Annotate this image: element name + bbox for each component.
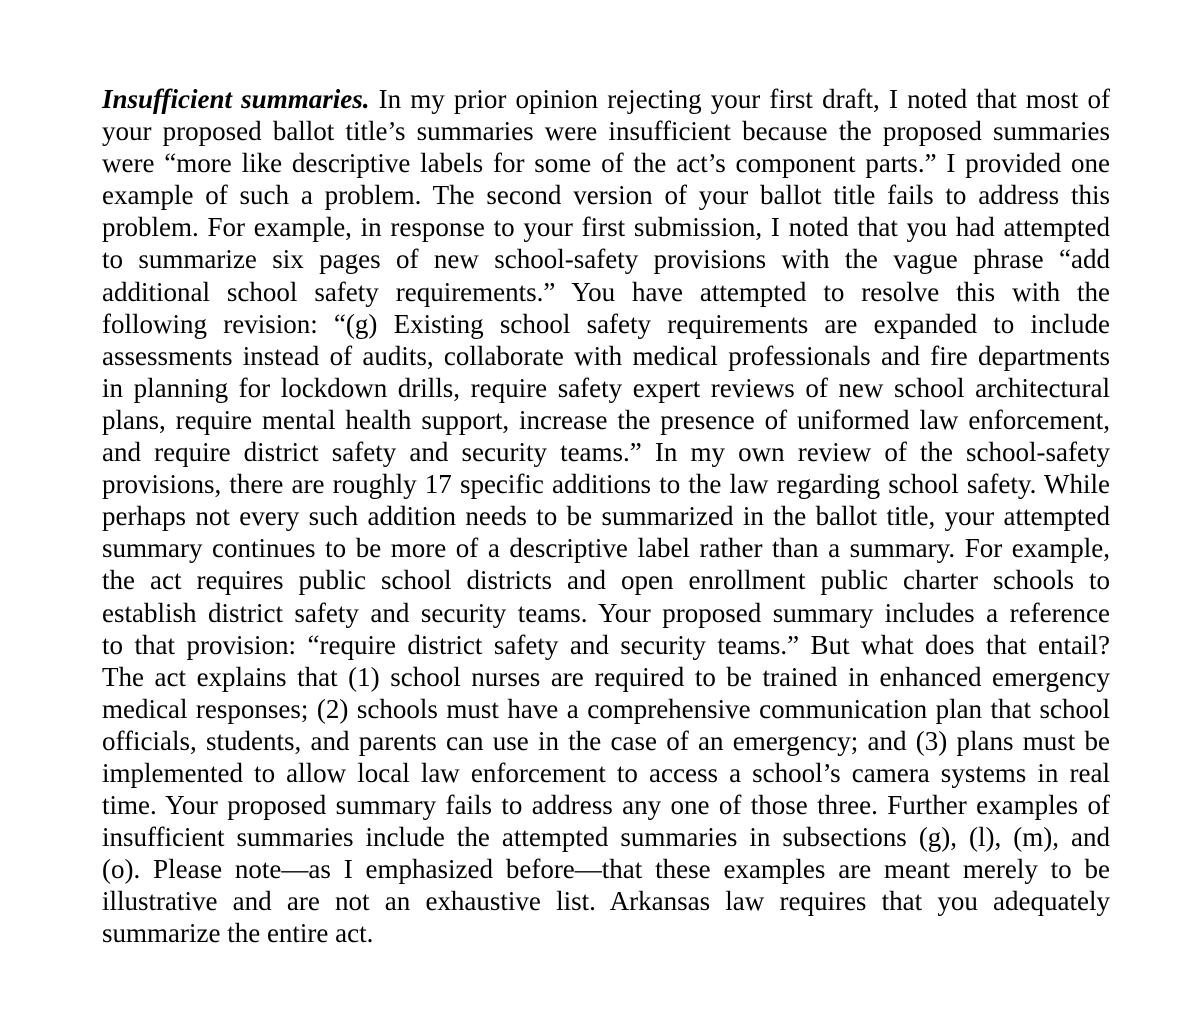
paragraph-line: perhaps not every such addition needs to be summarized in the ballot title, your attempted (102, 501, 1110, 532)
line-text: In my prior opinion rejecting your first draft, I noted that most of (369, 84, 1111, 114)
paragraph-line: in planning for lockdown drills, require safety expert reviews of new school architectural (102, 372, 1110, 403)
paragraph-line: illustrative and are not an exhaustive list. Arkansas law requires that you adequately (102, 886, 1110, 917)
section-heading: Insufficient summaries. (102, 84, 370, 114)
paragraph-line: to that provision: “require district safety and security teams.” But what does that entail? (102, 629, 1110, 660)
paragraph-line: problem. For example, in response to your first submission, I noted that you had attempted (102, 212, 1110, 243)
paragraph-line: were “more like descriptive labels for some of the act’s component parts.” I provided one (102, 148, 1110, 179)
paragraph-line: time. Your proposed summary fails to address any one of those three. Further examples of (102, 790, 1110, 821)
paragraph-line: your proposed ballot title’s summaries were insufficient because the proposed summaries (102, 116, 1110, 147)
paragraph-line: establish district safety and security teams. Your proposed summary includes a reference (102, 597, 1110, 628)
paragraph-line: The act explains that (1) school nurses are required to be trained in enhanced emergency (102, 661, 1110, 692)
paragraph-line: summarize the entire act. (102, 918, 374, 949)
paragraph-line: the act requires public school districts and open enrollment public charter schools to (102, 565, 1110, 596)
paragraph-line: implemented to allow local law enforcement to access a school’s camera systems in real (102, 757, 1110, 788)
paragraph-line: medical responses; (2) schools must have a comprehensive communication plan that school (102, 693, 1110, 724)
paragraph-line: assessments instead of audits, collaborate with medical professionals and fire departments (102, 340, 1110, 371)
paragraph-line: following revision: “(g) Existing school safety requirements are expanded to include (102, 308, 1110, 339)
paragraph-line: (o). Please note—as I emphasized before—that these examples are meant merely to be (102, 854, 1110, 885)
paragraph-line: summary continues to be more of a descriptive label rather than a summary. For example, (102, 533, 1110, 564)
paragraph-line (102, 83, 1110, 115)
paragraph-line: officials, students, and parents can use in the case of an emergency; and (3) plans must be (102, 725, 1110, 756)
paragraph-line: to summarize six pages of new school-safety provisions with the vague phrase “add (102, 244, 1110, 275)
paragraph-line: and require district safety and security teams.” In my own review of the school-safety (102, 437, 1110, 468)
paragraph-line: provisions, there are roughly 17 specific additions to the law regarding school safety. While (102, 469, 1110, 500)
paragraph-line: plans, require mental health support, increase the presence of uniformed law enforcement, (102, 404, 1110, 435)
paragraph-line: additional school safety requirements.” You have attempted to resolve this with the (102, 276, 1110, 307)
paragraph-line: example of such a problem. The second version of your ballot title fails to address this (102, 180, 1110, 211)
opinion-paragraph (102, 83, 1110, 950)
paragraph-line: insufficient summaries include the attempted summaries in subsections (g), (l), (m), and (102, 822, 1110, 853)
